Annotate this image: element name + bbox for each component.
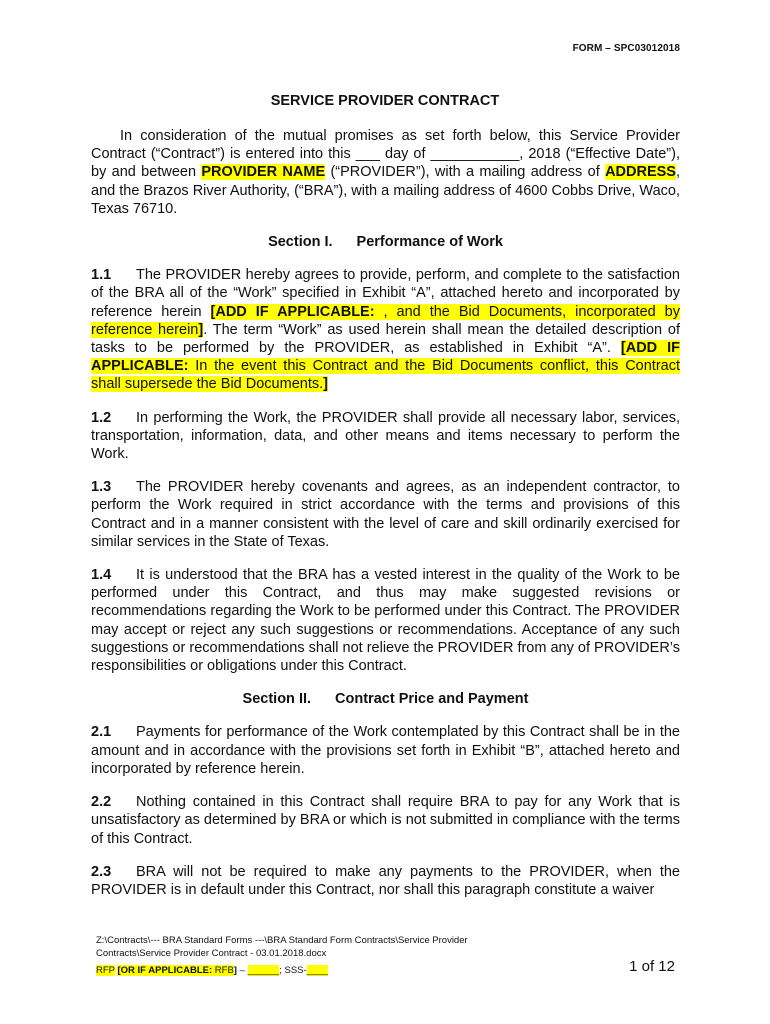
paragraph-2-1 [91, 723, 680, 778]
section-1-heading [91, 233, 680, 251]
sss-label: ; SSS- [279, 965, 307, 976]
solicitation-reference [96, 965, 686, 978]
paragraph-2-3 [91, 863, 680, 899]
rfb-bracket: [OR IF APPLICABLE: [117, 965, 215, 976]
paragraph-2-2 [91, 793, 680, 848]
rfp-label: RFP [96, 965, 115, 976]
intro-paragraph [91, 127, 680, 218]
section-2-title: Contract Price and Payment [335, 691, 529, 708]
paragraph-number: 1.1 [91, 267, 112, 284]
conditional-text: In the event this Contract and the Bid Documents conflict, this Contract shall supersede the Bid Documents. [91, 358, 680, 393]
blank-number-2: ____ [306, 965, 328, 976]
conditional-label: [ADD IF APPLICABLE: [91, 340, 680, 375]
conditional-label: [ADD IF APPLICABLE: [210, 303, 375, 320]
conditional-bracket: ] [198, 321, 204, 338]
file-path: Z:\Contracts\--- BRA Standard Forms ---\BRA Standard Form Contracts\Service Provider Contracts\Service Provider Contract - 03.01.2018.docx [96, 935, 468, 959]
paragraph-1-4 [91, 566, 680, 675]
paragraph-text: The PROVIDER hereby covenants and agrees, as an independent contractor, to perform the Work required in strict accordance with the terms and provisions of this Contract and in a manner consistent with the level of care and skill ordinarily exercised for similar services in the State of Texas. [91, 479, 680, 550]
page-number: 1 of 12 [629, 958, 675, 975]
section-1-number: Section I. [268, 234, 333, 251]
paragraph-text: BRA will not be required to make any payments to the PROVIDER, when the PROVIDER is in default under this Contract, nor shall this paragraph constitute a waiver [91, 863, 680, 898]
paragraph-1-3 [91, 478, 680, 551]
section-2-heading [91, 690, 680, 708]
blank-number-1: ______ [247, 965, 280, 976]
paragraph-text: It is understood that the BRA has a vested interest in the quality of the Work to be performed under this Contract, and thus may make suggested revisions or recommendations regarding the Work to be performed under this Contract. The PROVIDER may accept or reject any such suggestions or recommendations. Acceptance of any such suggestions or recommendations shall not relieve the PROVIDER from any of PROVIDER’s responsibilities or obligations under this Contract. [91, 567, 680, 675]
paragraph-number: 1.4 [91, 567, 112, 584]
paragraph-text: Nothing contained in this Contract shall require BRA to pay for any Work that is unsatisfactory as determined by BRA or which is not submitted in compliance with the terms of this Contract. [91, 794, 680, 847]
paragraph-text: In performing the Work, the PROVIDER shall provide all necessary labor, services, transportation, information, data, and other means and items necessary to perform the Work. [91, 409, 680, 463]
rfb-close: ] [233, 965, 237, 976]
paragraph-number: 2.2 [91, 794, 112, 811]
address-placeholder: ADDRESS [605, 164, 676, 181]
conditional-bracket: ] [323, 376, 328, 393]
paragraph-1-1 [91, 266, 680, 393]
section-1-title: Performance of Work [356, 234, 503, 251]
paragraph-number: 1.3 [91, 479, 112, 496]
paragraph-1-2 [91, 409, 680, 464]
paragraph-text: . The term “Work” as used herein shall mean the detailed description of tasks to be performed by the PROVIDER, as established in Exhibit “A”. [91, 321, 681, 357]
document-title: SERVICE PROVIDER CONTRACT [270, 93, 500, 109]
intro-text-3: , and the Brazos River Authority, (“BRA”), with a mailing address of 4600 Cobbs Drive, Waco, Texas 76710. [91, 164, 680, 217]
intro-text-1: In consideration of the mutual promises as set forth below, this Service Provider Contract (“Contract”) is entered into this ___ day of ___________, 2018 (“Effective Date”), by and between [91, 128, 680, 181]
provider-name-placeholder: PROVIDER NAME [201, 164, 326, 181]
section-2-number: Section II. [242, 691, 312, 708]
paragraph-number: 2.3 [91, 863, 112, 880]
document-body [91, 127, 680, 914]
paragraph-text: Payments for performance of the Work contemplated by this Contract shall be in the amount and in accordance with the provisions set forth in Exhibit “B”, attached hereto and incorporated by reference herein. [91, 724, 680, 777]
paragraph-text: The PROVIDER hereby agrees to provide, perform, and complete to the satisfaction of the BRA all of the “Work” specified in Exhibit “A”, attached hereto and incorporated by reference herein [91, 267, 680, 320]
conditional-text: , and the Bid Documents, incorporated by reference herein [91, 303, 680, 338]
intro-text-2: (“PROVIDER”), with a mailing address of [325, 164, 606, 181]
form-id: FORM – SPC03012018 [572, 43, 680, 54]
page-footer [96, 935, 686, 978]
dash: – [236, 965, 248, 976]
paragraph-number: 1.2 [91, 409, 112, 426]
paragraph-number: 2.1 [91, 724, 112, 741]
rfb-label: RFB [214, 965, 234, 976]
